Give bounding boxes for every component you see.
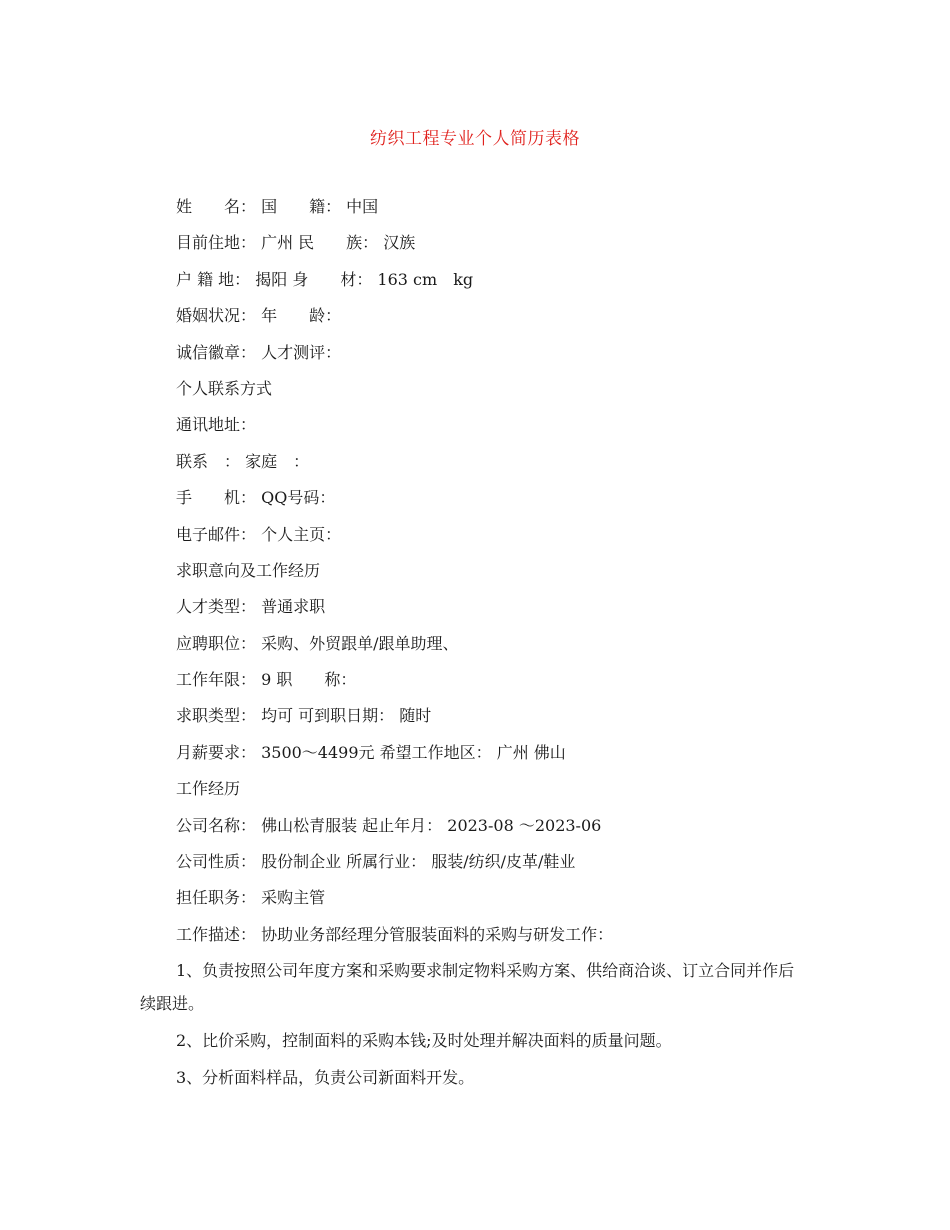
section-heading-work-history: 工作经历 bbox=[176, 779, 241, 799]
field-line-hukou-height: 户 籍 地： 揭阳 身 材： 163 cm kg bbox=[176, 269, 474, 289]
field-line-address: 通讯地址： bbox=[176, 415, 257, 435]
field-line-salary-location: 月薪要求： 3500～4499元 希望工作地区： 广州 佛山 bbox=[176, 742, 566, 762]
field-line-years-title: 工作年限： 9 职 称： bbox=[176, 670, 357, 690]
field-line-company-type-industry: 公司性质： 股份制企业 所属行业： 服装/纺织/皮革/鞋业 bbox=[176, 852, 576, 872]
section-heading-job-intent: 求职意向及工作经历 bbox=[176, 560, 321, 580]
field-line-name-nationality: 姓 名： 国 籍： 中国 bbox=[176, 197, 379, 216]
field-line-role: 担任职务： 采购主管 bbox=[176, 888, 326, 908]
resume-fields bbox=[176, 192, 816, 956]
duty-paragraph: 3、分析面料样品，负责公司新面料开发。 bbox=[176, 1068, 475, 1087]
field-line-company-period: 公司名称： 佛山松青服装 起止年月： 2023-08 ～2023-06 bbox=[176, 815, 602, 835]
field-line-job-description: 工作描述： 协助业务部经理分管服装面料的采购与研发工作： bbox=[176, 924, 614, 944]
field-line-mobile-qq: 手 机： QQ号码： bbox=[176, 488, 336, 508]
duty-paragraph: 2、比价采购，控制面料的采购本钱;及时处理并解决面料的质量问题。 bbox=[176, 1031, 672, 1050]
section-heading-contact: 个人联系方式 bbox=[176, 378, 273, 398]
field-line-residence-ethnicity: 目前住地： 广州 民 族： 汉族 bbox=[176, 233, 416, 253]
document-title: 纺织工程专业个人简历表格 bbox=[370, 129, 580, 149]
field-line-phone-home: 联系 ： 家庭 ： bbox=[176, 451, 310, 471]
field-line-badge-assessment: 诚信徽章： 人才测评： bbox=[176, 342, 342, 362]
field-line-email-homepage: 电子邮件： 个人主页： bbox=[176, 524, 342, 544]
field-line-job-type-availability: 求职类型： 均可 可到职日期： 随时 bbox=[176, 706, 432, 726]
field-line-talent-type: 人才类型： 普通求职 bbox=[176, 597, 326, 617]
field-line-marital-age: 婚姻状况： 年 龄： bbox=[176, 306, 342, 326]
job-duties bbox=[140, 954, 810, 1098]
duty-paragraph: 1、负责按照公司年度方案和采购要求制定物料采购方案、供给商洽谈、订立合同并作后续跟进。 bbox=[140, 961, 795, 1013]
field-line-position: 应聘职位： 采购、外贸跟单/跟单助理、 bbox=[176, 633, 459, 653]
